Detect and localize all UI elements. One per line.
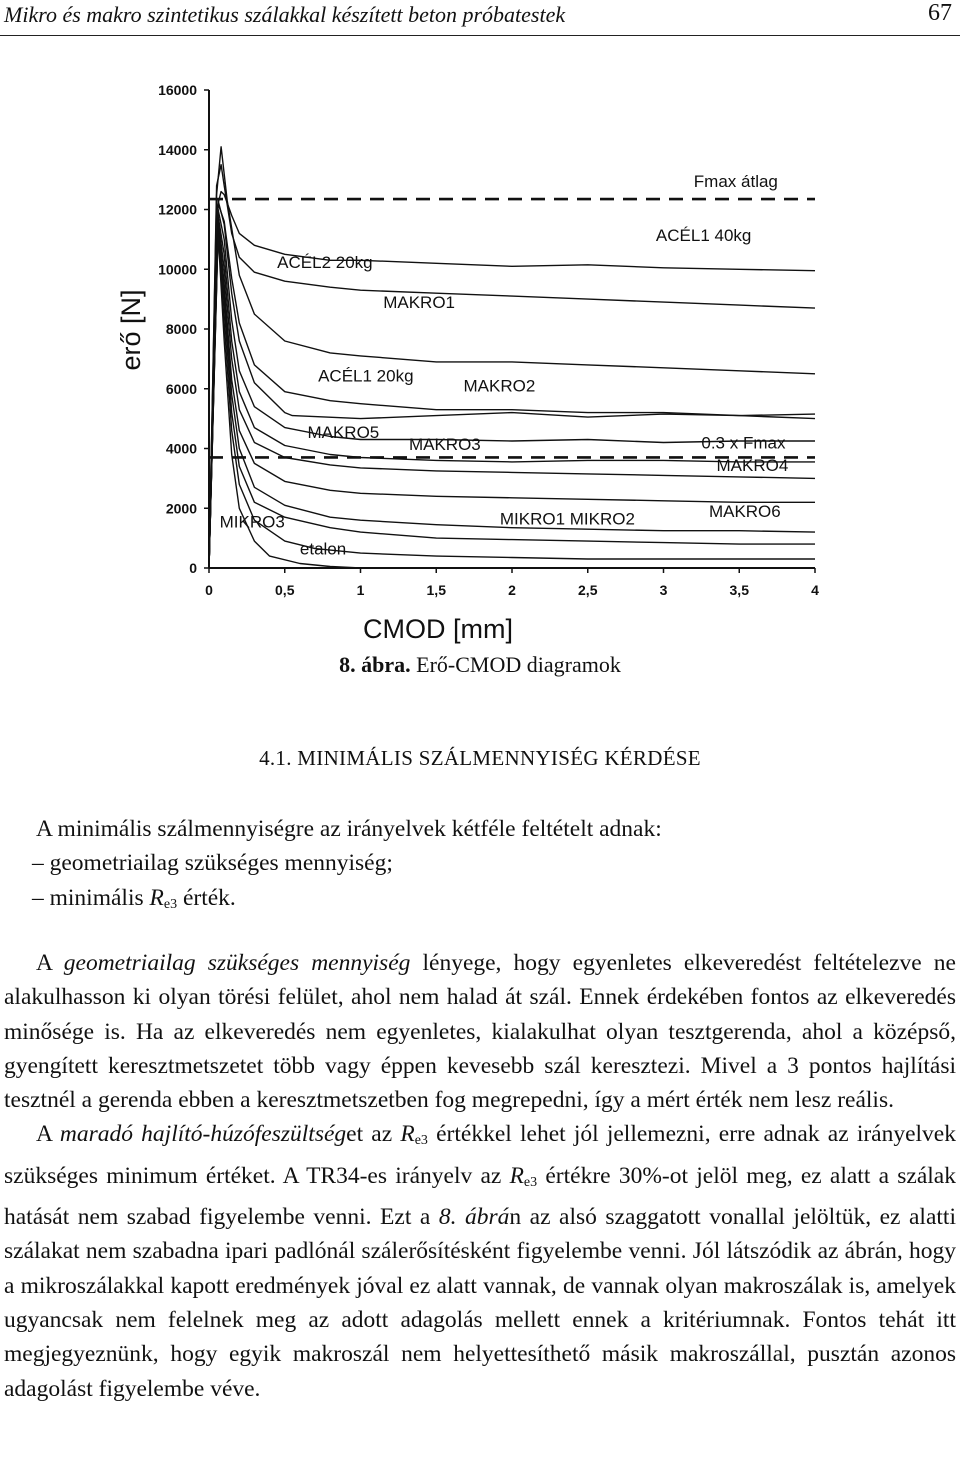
intro-line: A minimális szálmennyiségre az irányelvek kétféle feltételt adnak: [36,816,662,842]
x-tick-label: 0,5 [275,582,295,598]
text-run: et az [346,1121,401,1148]
text-run: lényege, hogy egyenletes elkeveredést feltételezve ne alakulhasson ki olyan törési felület, ahol nem halad át szál. Ennek érdekében fontos az elkeveredés minősége is. Ha az elkeveredés nem egyenletes, kialakulhat olyan tesztgerenda, ahol a középső, gyengített keresztmetszetet több vagy éppen kevesebb szál keresztezi. Mivel a 3 pontos hajlítási tesztnél a gerenda ebben a keresztmetszetben fog megrepedni, így a mért érték nem lesz reális. [4,950,956,1114]
text-run: n az alsó szaggatott vonallal jelöltük, ez alatti szálakat nem szabadna ipari padlónál szálerősítésként figyelembe venni. Jól látszódik az ábrán, hogy a mikroszálakkal kapott eredmények jóval ez alatt vannak, de vannak olyan makroszálak is, amelyek ugyancsak nem felelnek meg az adott adagolás mellett ennek a kritériumnak. Fontos tehát itt megjegyeznünk, hogy egyik makroszál nem helyettesíthető másik makroszállal, pusztán azonos adagolást figyelembe véve. [4,1204,956,1402]
re3-subscript: e3 [163,896,178,912]
force-cmod-chart [100,70,840,650]
list-item-text: – minimális [32,884,150,911]
x-axis-label: CMOD [mm] [363,614,513,644]
annotation-label: MAKRO5 [307,423,380,443]
x-tick-label: 4 [811,582,819,598]
text-run: értékre 30%-ot jelöl meg, ez alatt a szálak hatását nem szabad figyelembe venni. Ezt a [4,1162,956,1231]
annotation-label: MAKRO3 [408,434,481,454]
annotation-label: MAKRO4 [716,455,789,475]
header-rule [0,35,960,36]
x-tick-label: 2 [508,582,516,598]
list-item-text: érték. [177,884,236,911]
emphasis-term: geometriailag szükséges mennyiség [63,950,411,976]
annotation-label: MAKRO1 [383,293,456,313]
re3-subscript: e3 [414,1133,428,1149]
x-tick-label: 3,5 [729,582,749,598]
y-tick-label: 2000 [165,500,197,517]
x-tick-label: 1,5 [426,582,446,598]
list-item: – geometriailag szükséges mennyiség; [32,850,393,877]
x-tick-label: 3 [659,582,668,598]
figure-caption-text: Erő-CMOD diagramok [410,652,621,677]
annotation-label: MAKRO2 [463,376,536,396]
annotation-label: ACÉL1 40kg [655,225,752,245]
figure-reference: 8. ábrá [438,1204,510,1231]
annotation-label: MAKRO6 [708,502,781,522]
text-run: A [36,1121,60,1148]
chart-annotations [220,172,789,558]
x-tick-label: 1 [356,582,365,598]
page-number: 67 [928,0,952,26]
body-text [4,946,956,1406]
annotation-label: MIKRO3 [219,512,285,532]
list-item [4,881,956,922]
running-title: Mikro és makro szintetikus szálakkal készített beton próbatestek [4,2,566,27]
y-tick-label: 10000 [158,261,197,278]
y-tick-label: 0 [189,560,197,576]
y-axis [158,82,209,576]
emphasis-term: maradó hajlító-húzófeszültség [59,1121,347,1148]
x-tick-label: 0 [205,582,213,598]
text-run: A [36,950,64,976]
annotation-label: MIKRO1 MIKRO2 [499,509,635,529]
page-header [0,0,960,40]
y-axis-label: erő [N] [116,289,146,371]
y-tick-label: 8000 [165,321,197,337]
x-tick-label: 2,5 [578,582,598,598]
section-heading: 4.1. MINIMÁLIS SZÁLMENNYISÉG KÉRDÉSE [259,746,701,770]
y-tick-label: 12000 [158,201,197,218]
figure-caption [0,652,960,678]
y-tick-label: 6000 [165,380,197,397]
annotation-label: ACÉL2 20kg [277,252,373,272]
annotation-label: etalon [299,539,347,559]
intro-block [4,812,956,922]
annotation-label: ACÉL1 20kg [318,366,414,386]
re3-symbol: R [509,1162,524,1189]
paragraph-1 [4,946,956,1117]
y-tick-label: 4000 [165,440,197,457]
text-run: értékkel lehet jól jellemezni, erre adnak az irányelvek szükséges minimum értéket. A TR34-es irányelv az [4,1121,956,1189]
re3-subscript: e3 [523,1174,538,1190]
re3-symbol: R [149,884,164,911]
annotation-label: 0.3 x Fmax [701,433,786,453]
plot-frame [209,90,815,568]
annotation-label: Fmax átlag [693,172,778,192]
figure-caption-label: 8. ábra. [339,652,411,677]
x-axis [205,568,819,598]
paragraph-2 [4,1117,956,1405]
y-tick-label: 14000 [158,141,197,158]
y-tick-label: 16000 [158,82,197,98]
re3-symbol: R [400,1121,415,1148]
